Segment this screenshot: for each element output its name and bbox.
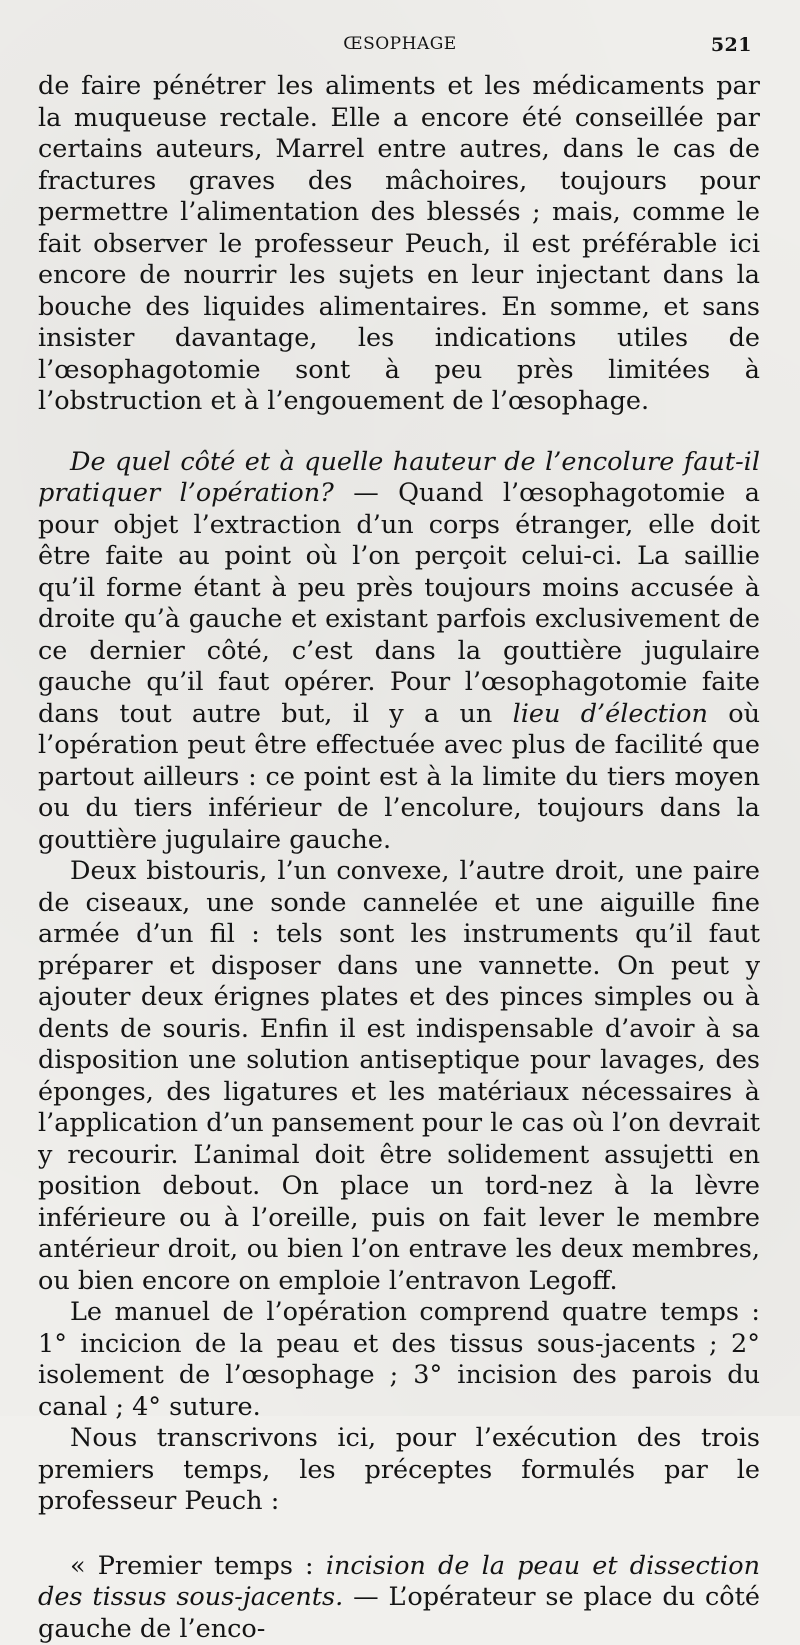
emphasis-lieu-election: lieu d’élection bbox=[513, 699, 708, 729]
paragraph-site-of-operation bbox=[38, 447, 760, 857]
page-number: 521 bbox=[711, 34, 752, 56]
paragraph-text: « Premier temps : bbox=[70, 1551, 326, 1581]
paragraph-text: — L’opérateur se place du côté gauche de l’enco- bbox=[38, 1582, 760, 1644]
paragraph-first-step bbox=[38, 1551, 760, 1645]
running-title: ŒSOPHAGE bbox=[0, 34, 800, 54]
page-header bbox=[0, 34, 800, 60]
paragraph-transcription: Nous transcrivons ici, pour l’exécution des trois premiers temps, les préceptes formulés par le professeur Peuch : bbox=[38, 1423, 760, 1518]
section-heading-site: De quel côté et à quelle hauteur de l’encolure faut-il pratiquer l’opération? bbox=[38, 447, 760, 509]
paragraph-indications: de faire pénétrer les aliments et les médicaments par la muqueuse rectale. Elle a encore été conseillée par certains auteurs, Marrel entre autres, dans le cas de fractures graves des mâchoires, toujours pour permettre l’alimentation des blessés ; mais, comme le fait observer le professeur Peuch, il est préférable ici encore de nourrir les sujets en leur injectant dans la bouche des liquides alimentaires. En somme, et sans insister davantage, les indications utiles de l’œsophagotomie sont à peu près limitées à l’obstruction et à l’engouement de l’œsophage. bbox=[38, 71, 760, 418]
page-body bbox=[38, 71, 760, 1645]
paragraph-text: où l’opération peut être effectuée avec plus de facilité que partout ailleurs : ce point est à la limite du tiers moyen ou du tiers inférieur de l’encolure, toujours dans la gouttière jugulaire gauche. bbox=[38, 699, 760, 855]
paragraph-text: — Quand l’œsophagotomie a pour objet l’extraction d’un corps étranger, elle doit être faite au point où l’on perçoit celui-ci. La saillie qu’il forme étant à peu près toujours moins accusée à droite qu’à gauche et existant parfois exclusivement de ce dernier côté, c’est dans la gouttière jugulaire gauche qu’il faut opérer. Pour l’œsophagotomie faite dans tout autre but, il y a un bbox=[38, 478, 760, 729]
emphasis-first-step: incision de la peau et dissection des tissus sous-jacents. bbox=[38, 1551, 760, 1613]
paragraph-instruments: Deux bistouris, l’un convexe, l’autre droit, une paire de ciseaux, une sonde cannelée et une aiguille fine armée d’un fil : tels sont les instruments qu’il faut préparer et disposer dans une vannette. On peut y ajouter deux érignes plates et des pinces simples ou à dents de souris. Enfin il est indispensable d’avoir à sa disposition une solution antiseptique pour lavages, des éponges, des ligatures et les matériaux nécessaires à l’application d’un pansement pour le cas où l’on devrait y recourir. L’animal doit être solidement assujetti en position debout. On place un tord-nez à la lèvre inférieure ou à l’oreille, puis on fait lever le membre antérieur droit, ou bien l’on entrave les deux membres, ou bien encore on emploie l’entravon Legoff. bbox=[38, 856, 760, 1297]
paragraph-operation-steps: Le manuel de l’opération comprend quatre temps : 1° incicion de la peau et des tissus sous-jacents ; 2° isolement de l’œsophage ; 3° incision des parois du canal ; 4° suture. bbox=[38, 1297, 760, 1423]
